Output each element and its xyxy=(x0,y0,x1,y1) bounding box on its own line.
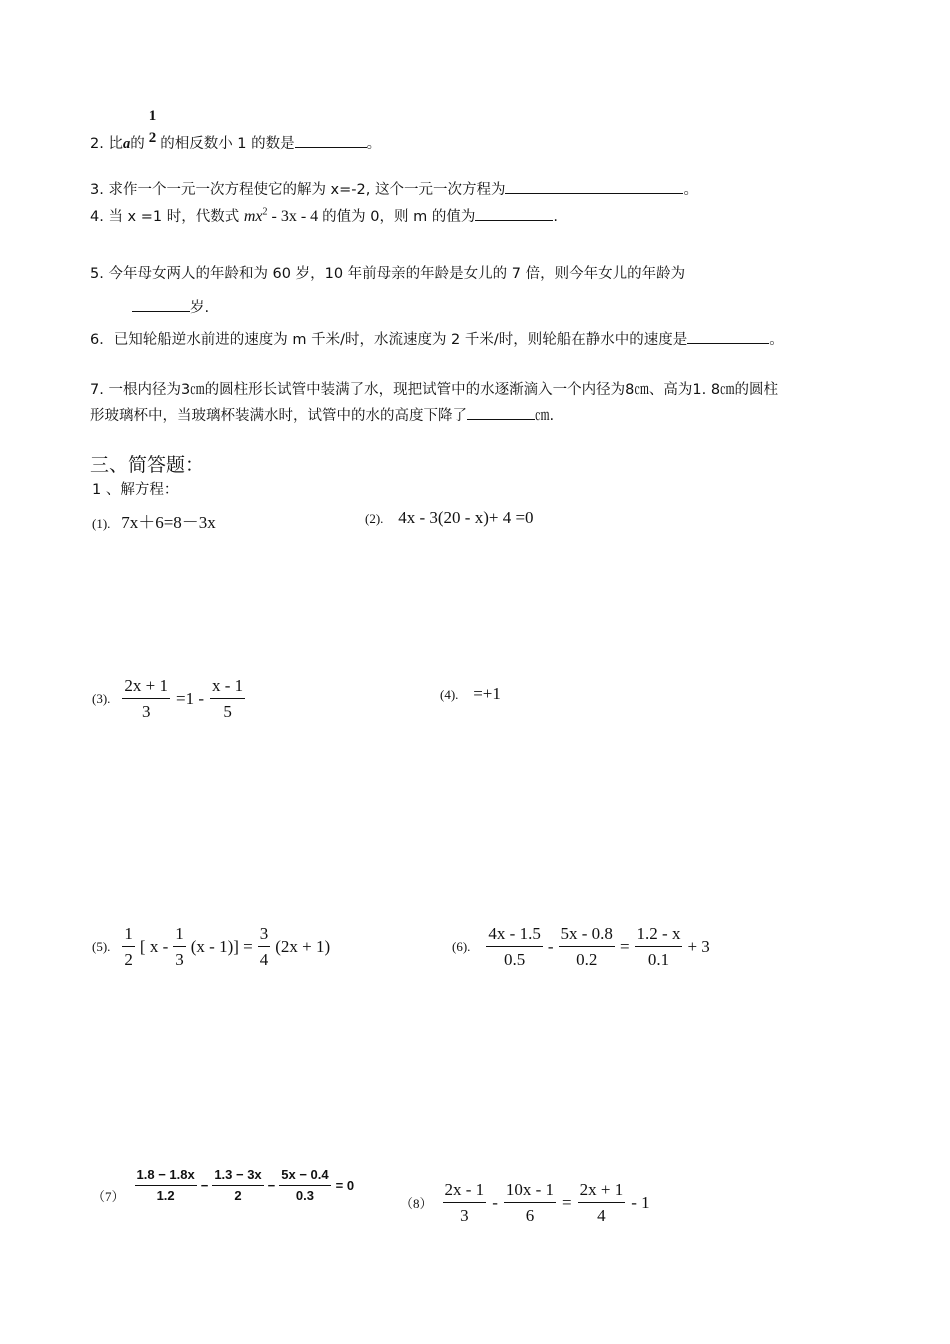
problem-7-equation xyxy=(133,1168,355,1204)
p7-op1: − xyxy=(200,1178,209,1193)
q7-answer-blank[interactable] xyxy=(467,405,535,420)
q2-mid: 的 xyxy=(130,135,145,152)
p5-b3: (2x + 1) xyxy=(275,936,331,956)
q2-variable: a xyxy=(122,135,131,152)
q2-end: 。 xyxy=(366,135,382,152)
problem-1 xyxy=(92,508,216,533)
problem-3-equation xyxy=(120,676,247,721)
problem-8 xyxy=(400,1180,650,1225)
question-2 xyxy=(90,100,381,160)
question-4 xyxy=(90,205,558,226)
p6-frac2-num: 5x - 0.8 xyxy=(559,924,615,947)
problem-3-label: (3). xyxy=(92,690,111,706)
problem-2-part-c: + 4 =0 xyxy=(488,508,534,527)
q3-answer-blank[interactable] xyxy=(505,179,683,194)
p6-frac1-den: 0.5 xyxy=(504,949,526,969)
problem-6-equation xyxy=(484,924,709,969)
problem-5-equation xyxy=(120,924,330,969)
p7-op2: − xyxy=(267,1178,276,1193)
p7-frac3-den: 0.3 xyxy=(295,1187,314,1203)
q6-text: 6．已知轮船逆水前进的速度为 m 千米/时，水流速度为 2 千米/时，则轮船在静水中的速度是 xyxy=(90,332,688,348)
problem-2-label: (2). xyxy=(365,511,384,526)
p5-frac1-num: 1 xyxy=(122,924,135,947)
p3-frac1-num: 2x + 1 xyxy=(122,676,170,699)
p7-frac3-num: 5x − 0.4 xyxy=(279,1168,330,1186)
section-3-subtitle: 1 、解方程： xyxy=(92,482,179,498)
problem-8-equation xyxy=(441,1180,650,1225)
p6-tail: + 3 xyxy=(687,936,710,956)
q2-fraction xyxy=(147,108,159,148)
q7-line2: 形玻璃杯中，当玻璃杯装满水时，试管中的水的高度下降了 xyxy=(90,408,467,424)
q2-prefix: 2. 比 xyxy=(90,135,123,152)
p5-frac3-num: 3 xyxy=(258,924,271,947)
question-6 xyxy=(90,328,784,349)
p8-frac3-den: 4 xyxy=(597,1205,606,1225)
q4-expr-sup: 2 xyxy=(262,206,268,218)
q7-end: ㎝. xyxy=(535,408,555,424)
problem-3 xyxy=(92,676,247,721)
problem-6-label: (6). xyxy=(452,938,471,954)
q2-answer-blank[interactable] xyxy=(295,133,367,148)
q6-end: 。 xyxy=(769,332,784,348)
problem-2-equation xyxy=(398,508,533,527)
q6-answer-blank[interactable] xyxy=(687,329,769,344)
problem-2 xyxy=(365,508,534,528)
p7-frac1-den: 1.2 xyxy=(156,1187,175,1203)
q2-frac-num: 1 xyxy=(148,108,157,124)
p8-frac2-den: 6 xyxy=(525,1205,535,1225)
problem-6 xyxy=(452,924,710,969)
q4-prefix: 4. 当 x =1 时，代数式 xyxy=(90,209,240,225)
p3-mid: =1 - xyxy=(176,688,205,708)
problem-7-label: （7） xyxy=(92,1189,125,1204)
p6-frac1-num: 4x - 1.5 xyxy=(486,924,542,947)
p5-b1: [ x - xyxy=(139,936,169,956)
question-7-line1: 7. 一根内径为3㎝的圆柱形长试管中装满了水，现把试管中的水逐渐滴入一个内径为8㎝、高为1. 8㎝的圆柱 xyxy=(90,382,779,398)
p5-frac2-den: 3 xyxy=(175,949,184,969)
p7-frac2-den: 2 xyxy=(234,1187,242,1203)
q2-frac-den: 2 xyxy=(148,130,157,147)
p3-frac1-den: 3 xyxy=(141,701,151,721)
problem-2-part-b: (20 - x) xyxy=(437,508,489,527)
q4-end: . xyxy=(553,209,558,225)
section-3-title-wrap xyxy=(90,450,204,477)
q4-expr-rest: - 3x - 4 xyxy=(267,208,319,225)
problem-4-equation: =+1 xyxy=(473,684,501,703)
problem-1-equation: 7x＋6=8－3x xyxy=(121,513,216,532)
problem-7 xyxy=(92,1166,354,1205)
question-5-line1: 5. 今年母女两人的年龄和为 60 岁，10 年前母亲的年龄是女儿的 7 倍，则今年女儿的年龄为 xyxy=(90,266,686,282)
question-3 xyxy=(90,178,698,199)
question-5-line2 xyxy=(132,296,209,317)
problem-5-label: (5). xyxy=(92,938,111,954)
p8-frac1-den: 3 xyxy=(460,1205,469,1225)
p8-op1: - xyxy=(492,1192,498,1212)
section-3-title: 三、简答题： xyxy=(90,454,205,476)
p8-tail: - 1 xyxy=(631,1192,650,1212)
q4-expression xyxy=(244,208,322,225)
p5-frac3-den: 4 xyxy=(259,949,269,969)
q4-suffix: 的值为 0，则 m 的值为 xyxy=(322,209,476,225)
q4-answer-blank[interactable] xyxy=(475,206,553,221)
p3-frac2-num: x - 1 xyxy=(210,676,245,699)
p7-frac1-num: 1.8 − 1.8x xyxy=(135,1168,197,1186)
question-7-line2 xyxy=(90,404,554,425)
q4-expr-m: mx xyxy=(243,208,263,225)
p5-frac1-den: 2 xyxy=(124,949,133,969)
q3-text: 3. 求作一个一元一次方程使它的解为 x=-2, 这个一元一次方程为 xyxy=(90,182,506,198)
p6-frac3-num: 1.2 - x xyxy=(635,924,683,947)
p6-frac2-den: 0.2 xyxy=(576,949,598,969)
problem-5 xyxy=(92,924,330,969)
p6-frac3-den: 0.1 xyxy=(647,949,670,969)
p6-op2: = xyxy=(619,936,630,956)
problem-2-part-a: 4x - 3 xyxy=(398,508,438,527)
q2-suffix: 的相反数小 1 的数是 xyxy=(160,135,295,152)
q3-end: 。 xyxy=(683,182,698,198)
p7-tail: = 0 xyxy=(335,1178,355,1193)
p5-frac2-num: 1 xyxy=(173,924,186,947)
p7-frac2-num: 1.3 − 3x xyxy=(212,1168,263,1186)
q5-end: 岁. xyxy=(190,300,210,316)
problem-4-label: (4). xyxy=(440,687,459,702)
problem-4 xyxy=(440,684,501,704)
p3-frac2-den: 5 xyxy=(223,701,232,721)
problem-1-label: (1). xyxy=(92,516,111,531)
p6-op1: - xyxy=(547,936,554,956)
p5-b2: (x - 1)] = xyxy=(190,936,253,956)
problem-8-label: （8） xyxy=(400,1196,433,1212)
q5-answer-blank[interactable] xyxy=(132,297,190,312)
p8-frac1-num: 2x - 1 xyxy=(443,1180,487,1203)
p8-frac3-num: 2x + 1 xyxy=(578,1180,626,1203)
p8-op2: = xyxy=(562,1192,572,1212)
p8-frac2-num: 10x - 1 xyxy=(504,1180,556,1203)
